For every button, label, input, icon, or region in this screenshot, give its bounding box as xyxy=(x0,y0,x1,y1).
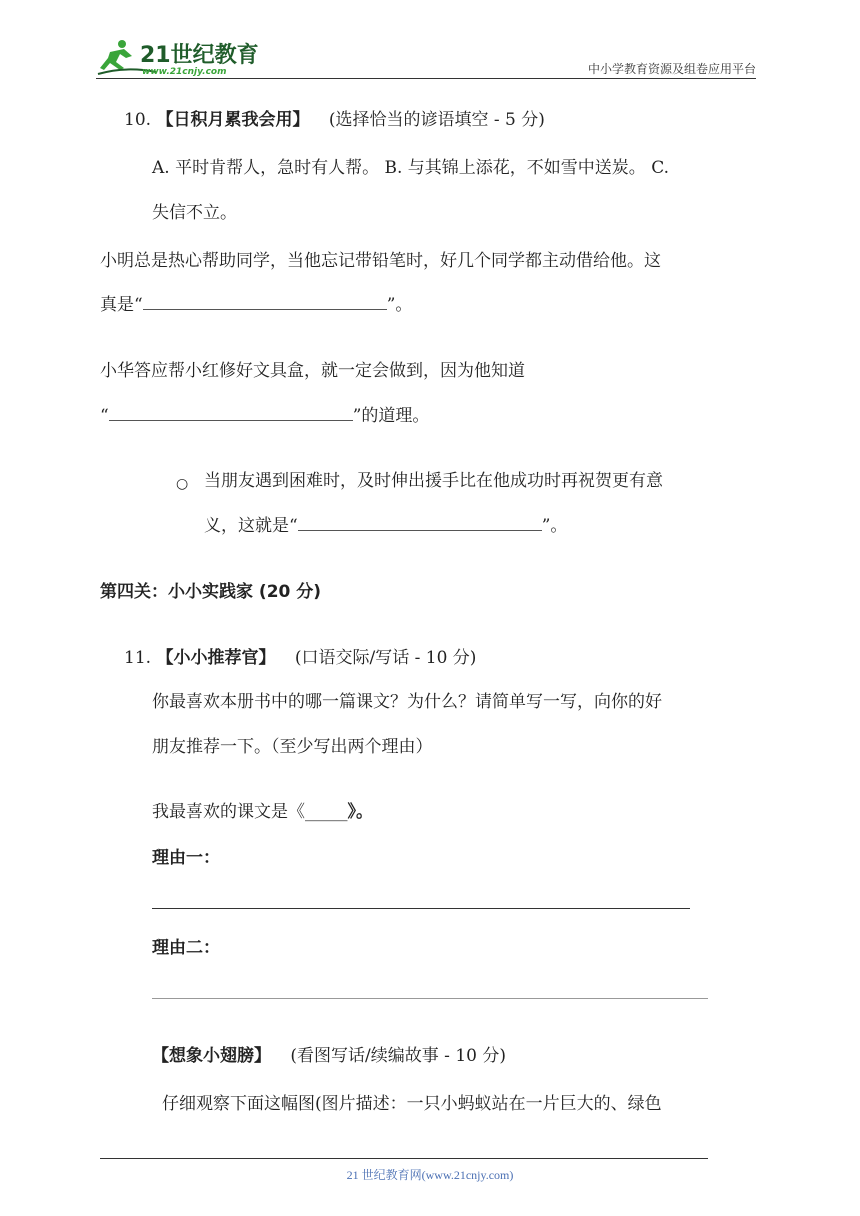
q10-sentence1-line2 xyxy=(100,295,412,315)
footer-divider xyxy=(100,1158,708,1159)
site-logo xyxy=(96,36,266,78)
q11-note: (口语交际/写话 - 10 分) xyxy=(294,648,477,668)
q10-sentence1-line1: 小明总是热心帮助同学，当他忘记带铅笔时，好几个同学都主动借给他。这 xyxy=(100,251,661,271)
reason1-answer-line[interactable] xyxy=(152,908,690,909)
q10-heading xyxy=(124,110,545,130)
q11-favorite-line xyxy=(152,802,373,822)
q10-title: 【日积月累我会用】 xyxy=(156,110,310,130)
logo-text: 21世纪教育 xyxy=(140,43,259,68)
s1-suffix: ”。 xyxy=(386,295,413,315)
logo-url: www.21cnjy.com xyxy=(142,67,227,77)
s3-suffix: ”。 xyxy=(541,516,568,536)
fav-blank[interactable]: _____ xyxy=(305,802,348,822)
s2-suffix: ”的道理。 xyxy=(352,406,430,426)
reason2-label: 理由二： xyxy=(152,938,220,958)
q11-prompt-line2: 朋友推荐一下。（至少写出两个理由） xyxy=(152,737,433,757)
fav-suffix: 》。 xyxy=(347,802,373,822)
q12-heading xyxy=(152,1046,506,1066)
fav-prefix: 我最喜欢的课文是《 xyxy=(152,802,305,822)
q10-sentence2-line1: 小华答应帮小红修好文具盒，就一定会做到，因为他知道 xyxy=(100,361,525,381)
q11-prompt-line1: 你最喜欢本册书中的哪一篇课文？为什么？请简单写一写，向你的好 xyxy=(152,692,662,712)
header-divider xyxy=(96,78,756,79)
section4-title: 第四关：小小实践家 (20 分) xyxy=(100,582,322,602)
q12-title: 【想象小翅膀】 xyxy=(152,1046,271,1066)
reason2-answer-line[interactable] xyxy=(152,998,708,999)
q11-title: 【小小推荐官】 xyxy=(156,648,276,668)
q11-number: 11. xyxy=(124,648,152,668)
q12-note: (看图写话/续编故事 - 10 分) xyxy=(290,1046,506,1066)
s3-prefix: 义，这就是“ xyxy=(204,516,298,536)
q10-options-line2: 失信不立。 xyxy=(152,203,237,223)
q12-line1: 仔细观察下面这幅图(图片描述：一只小蚂蚁站在一片巨大的、绿色 xyxy=(162,1094,662,1114)
s2-prefix: “ xyxy=(100,406,109,426)
q10-sentence2-line2 xyxy=(100,406,429,426)
s1-blank[interactable] xyxy=(143,295,387,310)
s3-blank[interactable] xyxy=(298,516,542,531)
q10-sentence3-line2 xyxy=(204,516,567,536)
s1-prefix: 真是“ xyxy=(100,295,143,315)
footer-text[interactable]: 21 世纪教育网(www.21cnjy.com) xyxy=(346,1168,514,1182)
q10-number: 10. xyxy=(124,110,152,130)
header-platform-text: 中小学教育资源及组卷应用平台 xyxy=(587,62,756,76)
q11-heading xyxy=(124,648,476,668)
q10-note: (选择恰当的谚语填空 - 5 分) xyxy=(328,110,545,130)
s2-blank[interactable] xyxy=(109,406,353,421)
q10-sentence3-line1: 当朋友遇到困难时，及时伸出援手比在他成功时再祝贺更有意 xyxy=(204,471,663,491)
bullet-circle-icon: ○ xyxy=(176,476,189,492)
q10-options-line1: A. 平时肯帮人，急时有人帮。 B. 与其锦上添花，不如雪中送炭。 C. xyxy=(152,158,669,178)
reason1-label: 理由一： xyxy=(152,848,220,868)
